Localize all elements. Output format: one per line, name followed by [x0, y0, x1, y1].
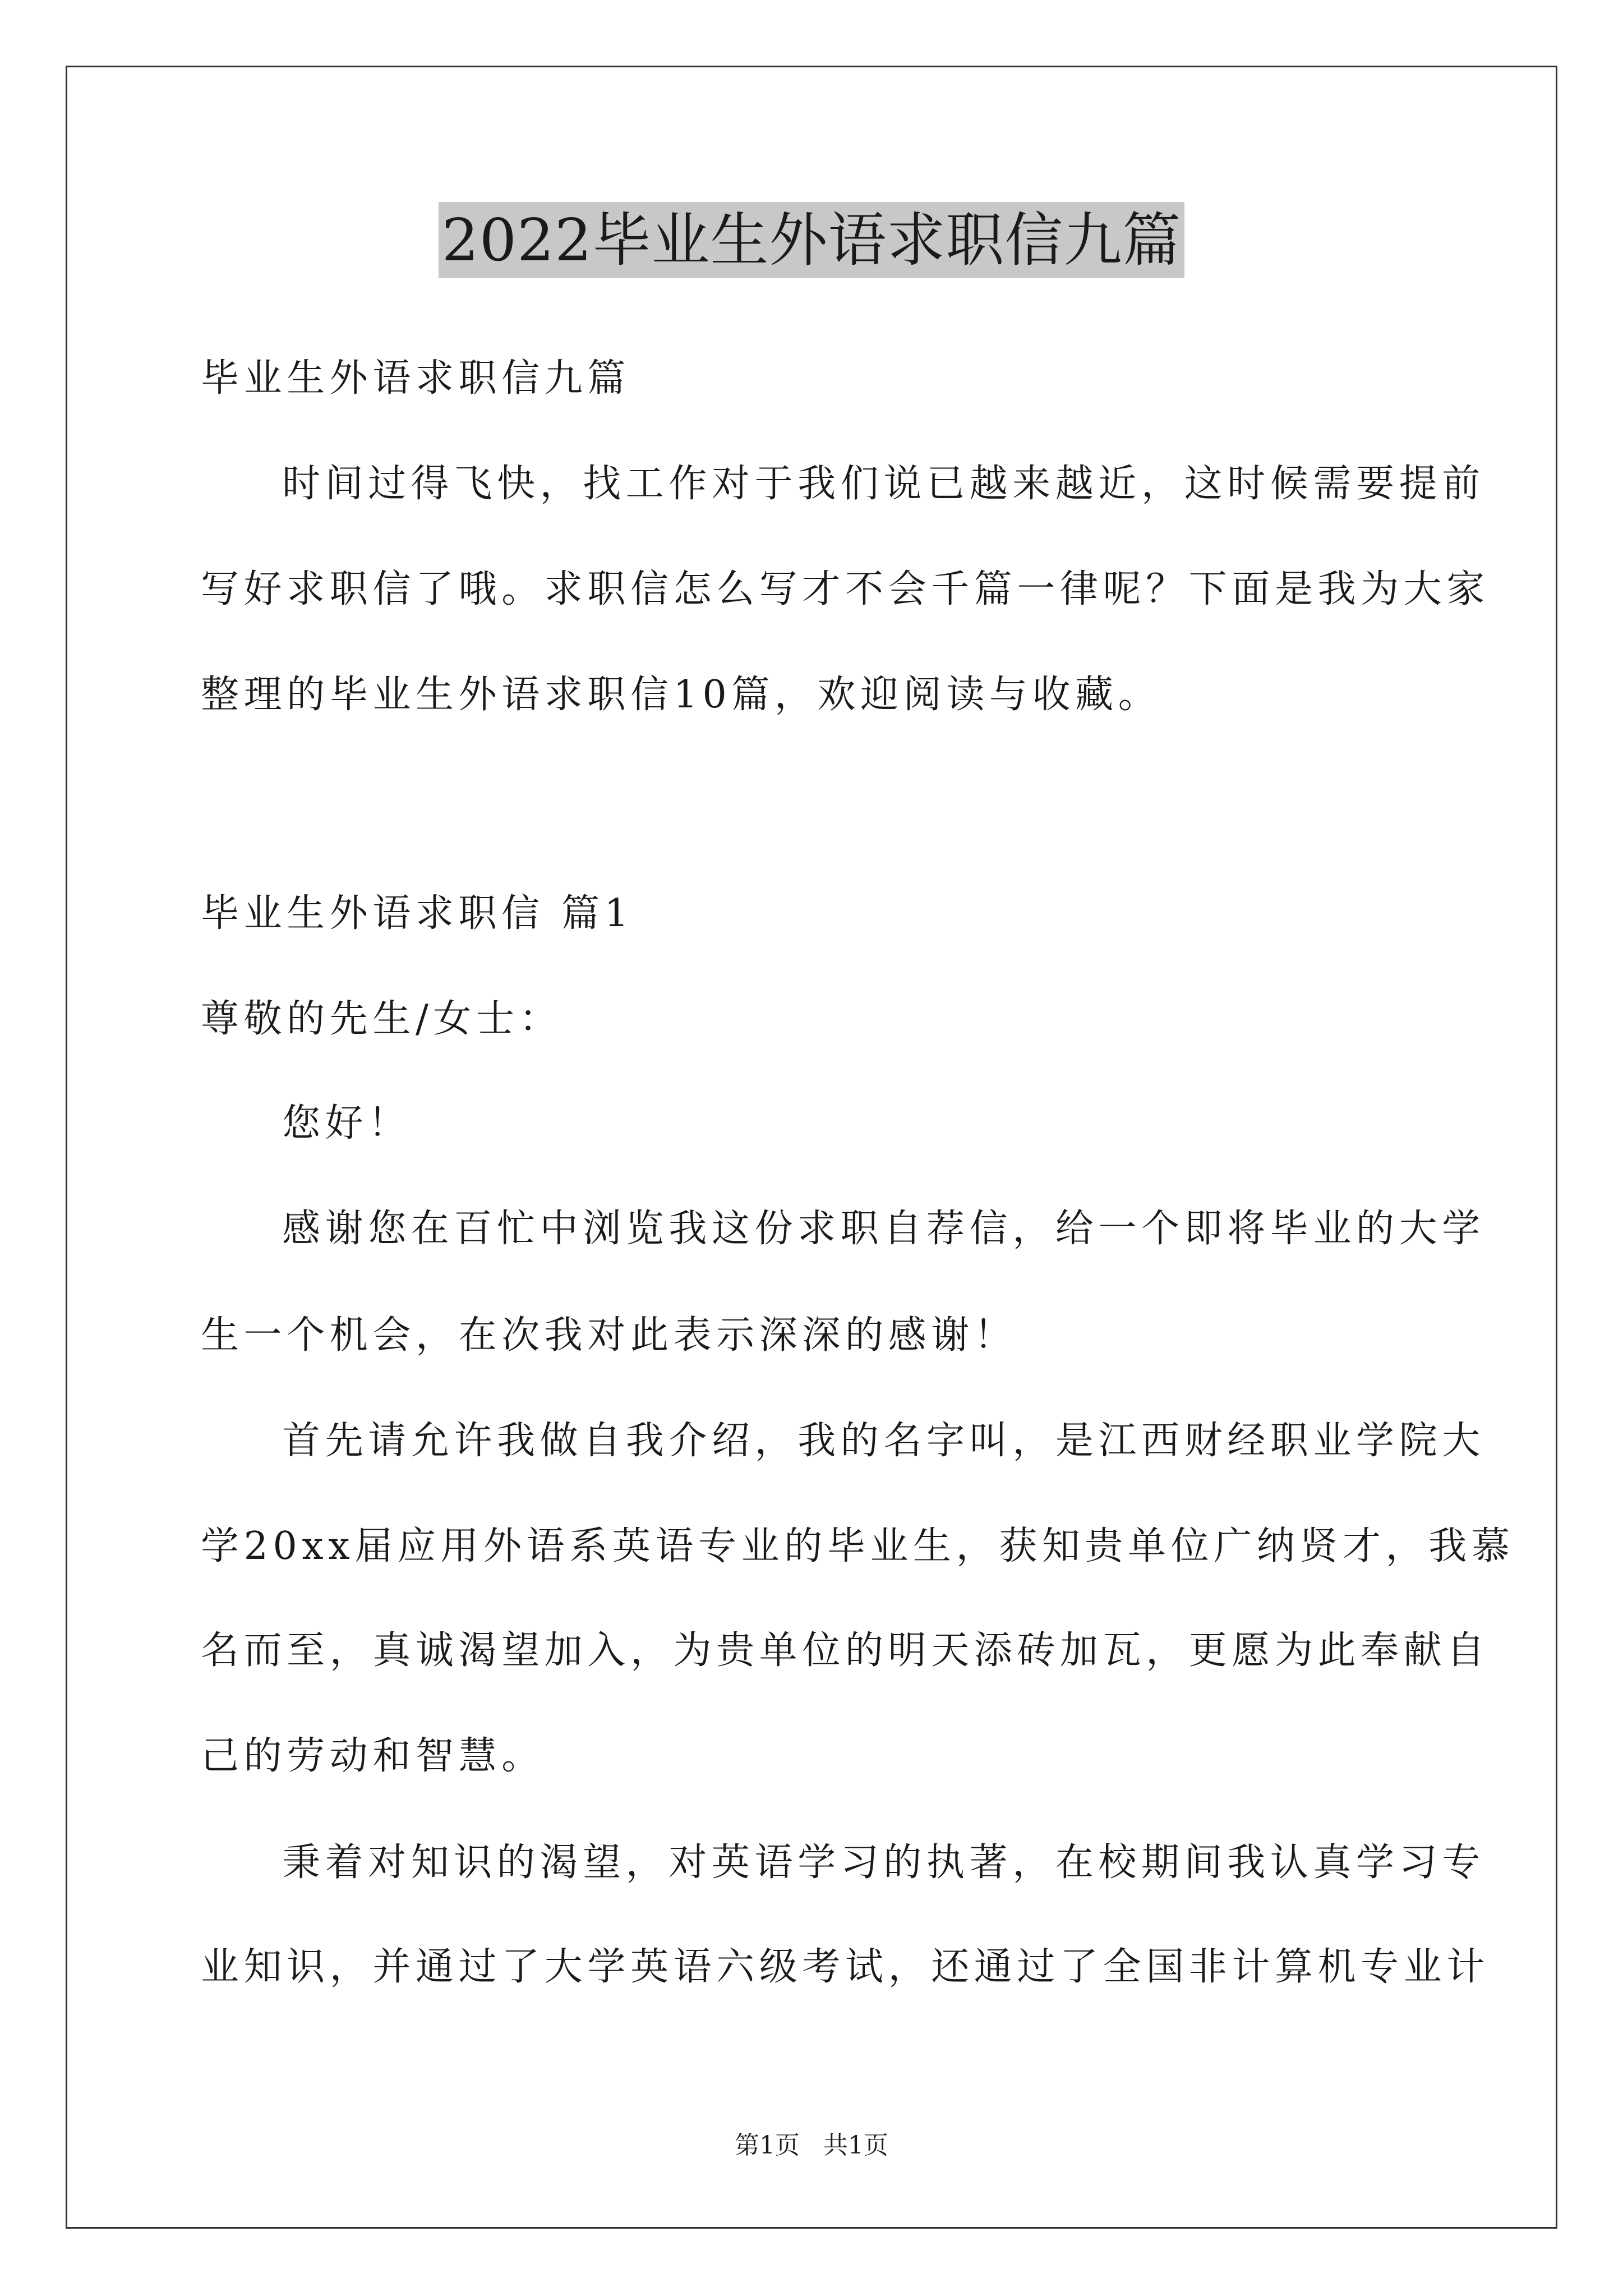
intro-line-3: 整理的毕业生外语求职信10篇，欢迎阅读与收藏。: [201, 673, 1161, 717]
body-line-4: 学20xx届应用外语系英语专业的毕业生，获知贵单位广纳贤才，我慕: [201, 1524, 1515, 1568]
body-line-2: 生一个机会，在次我对此表示深深的感谢！: [201, 1313, 1017, 1358]
intro-line-1: 时间过得飞快，找工作对于我们说已越来越近，这时候需要提前: [282, 462, 1485, 506]
body-line-6: 己的劳动和智慧。: [201, 1734, 545, 1778]
salutation: 尊敬的先生/女士：: [201, 997, 562, 1041]
body-line-3: 首先请允许我做自我介绍，我的名字叫，是江西财经职业学院大: [282, 1419, 1485, 1463]
body-line-7: 秉着对知识的渴望，对英语学习的执著，在校期间我认真学习专: [282, 1841, 1485, 1885]
greeting: 您好！: [282, 1101, 411, 1145]
body-line-5: 名而至，真诚渴望加入，为贵单位的明天添砖加瓦，更愿为此奉献自: [201, 1628, 1490, 1673]
document-title: 2022毕业生外语求职信九篇: [439, 202, 1185, 278]
subtitle-line: 毕业生外语求职信九篇: [201, 356, 631, 401]
intro-line-2: 写好求职信了哦。求职信怎么写才不会千篇一律呢？下面是我为大家: [201, 567, 1490, 611]
page-number: 第1页 共1页: [735, 2131, 888, 2160]
body-line-8: 业知识，并通过了大学英语六级考试，还通过了全国非计算机专业计: [201, 1945, 1490, 1989]
section-heading: 毕业生外语求职信 篇1: [201, 891, 634, 936]
title-wrap: [0, 202, 1623, 278]
body-line-1: 感谢您在百忙中浏览我这份求职自荐信，给一个即将毕业的大学: [282, 1207, 1485, 1251]
